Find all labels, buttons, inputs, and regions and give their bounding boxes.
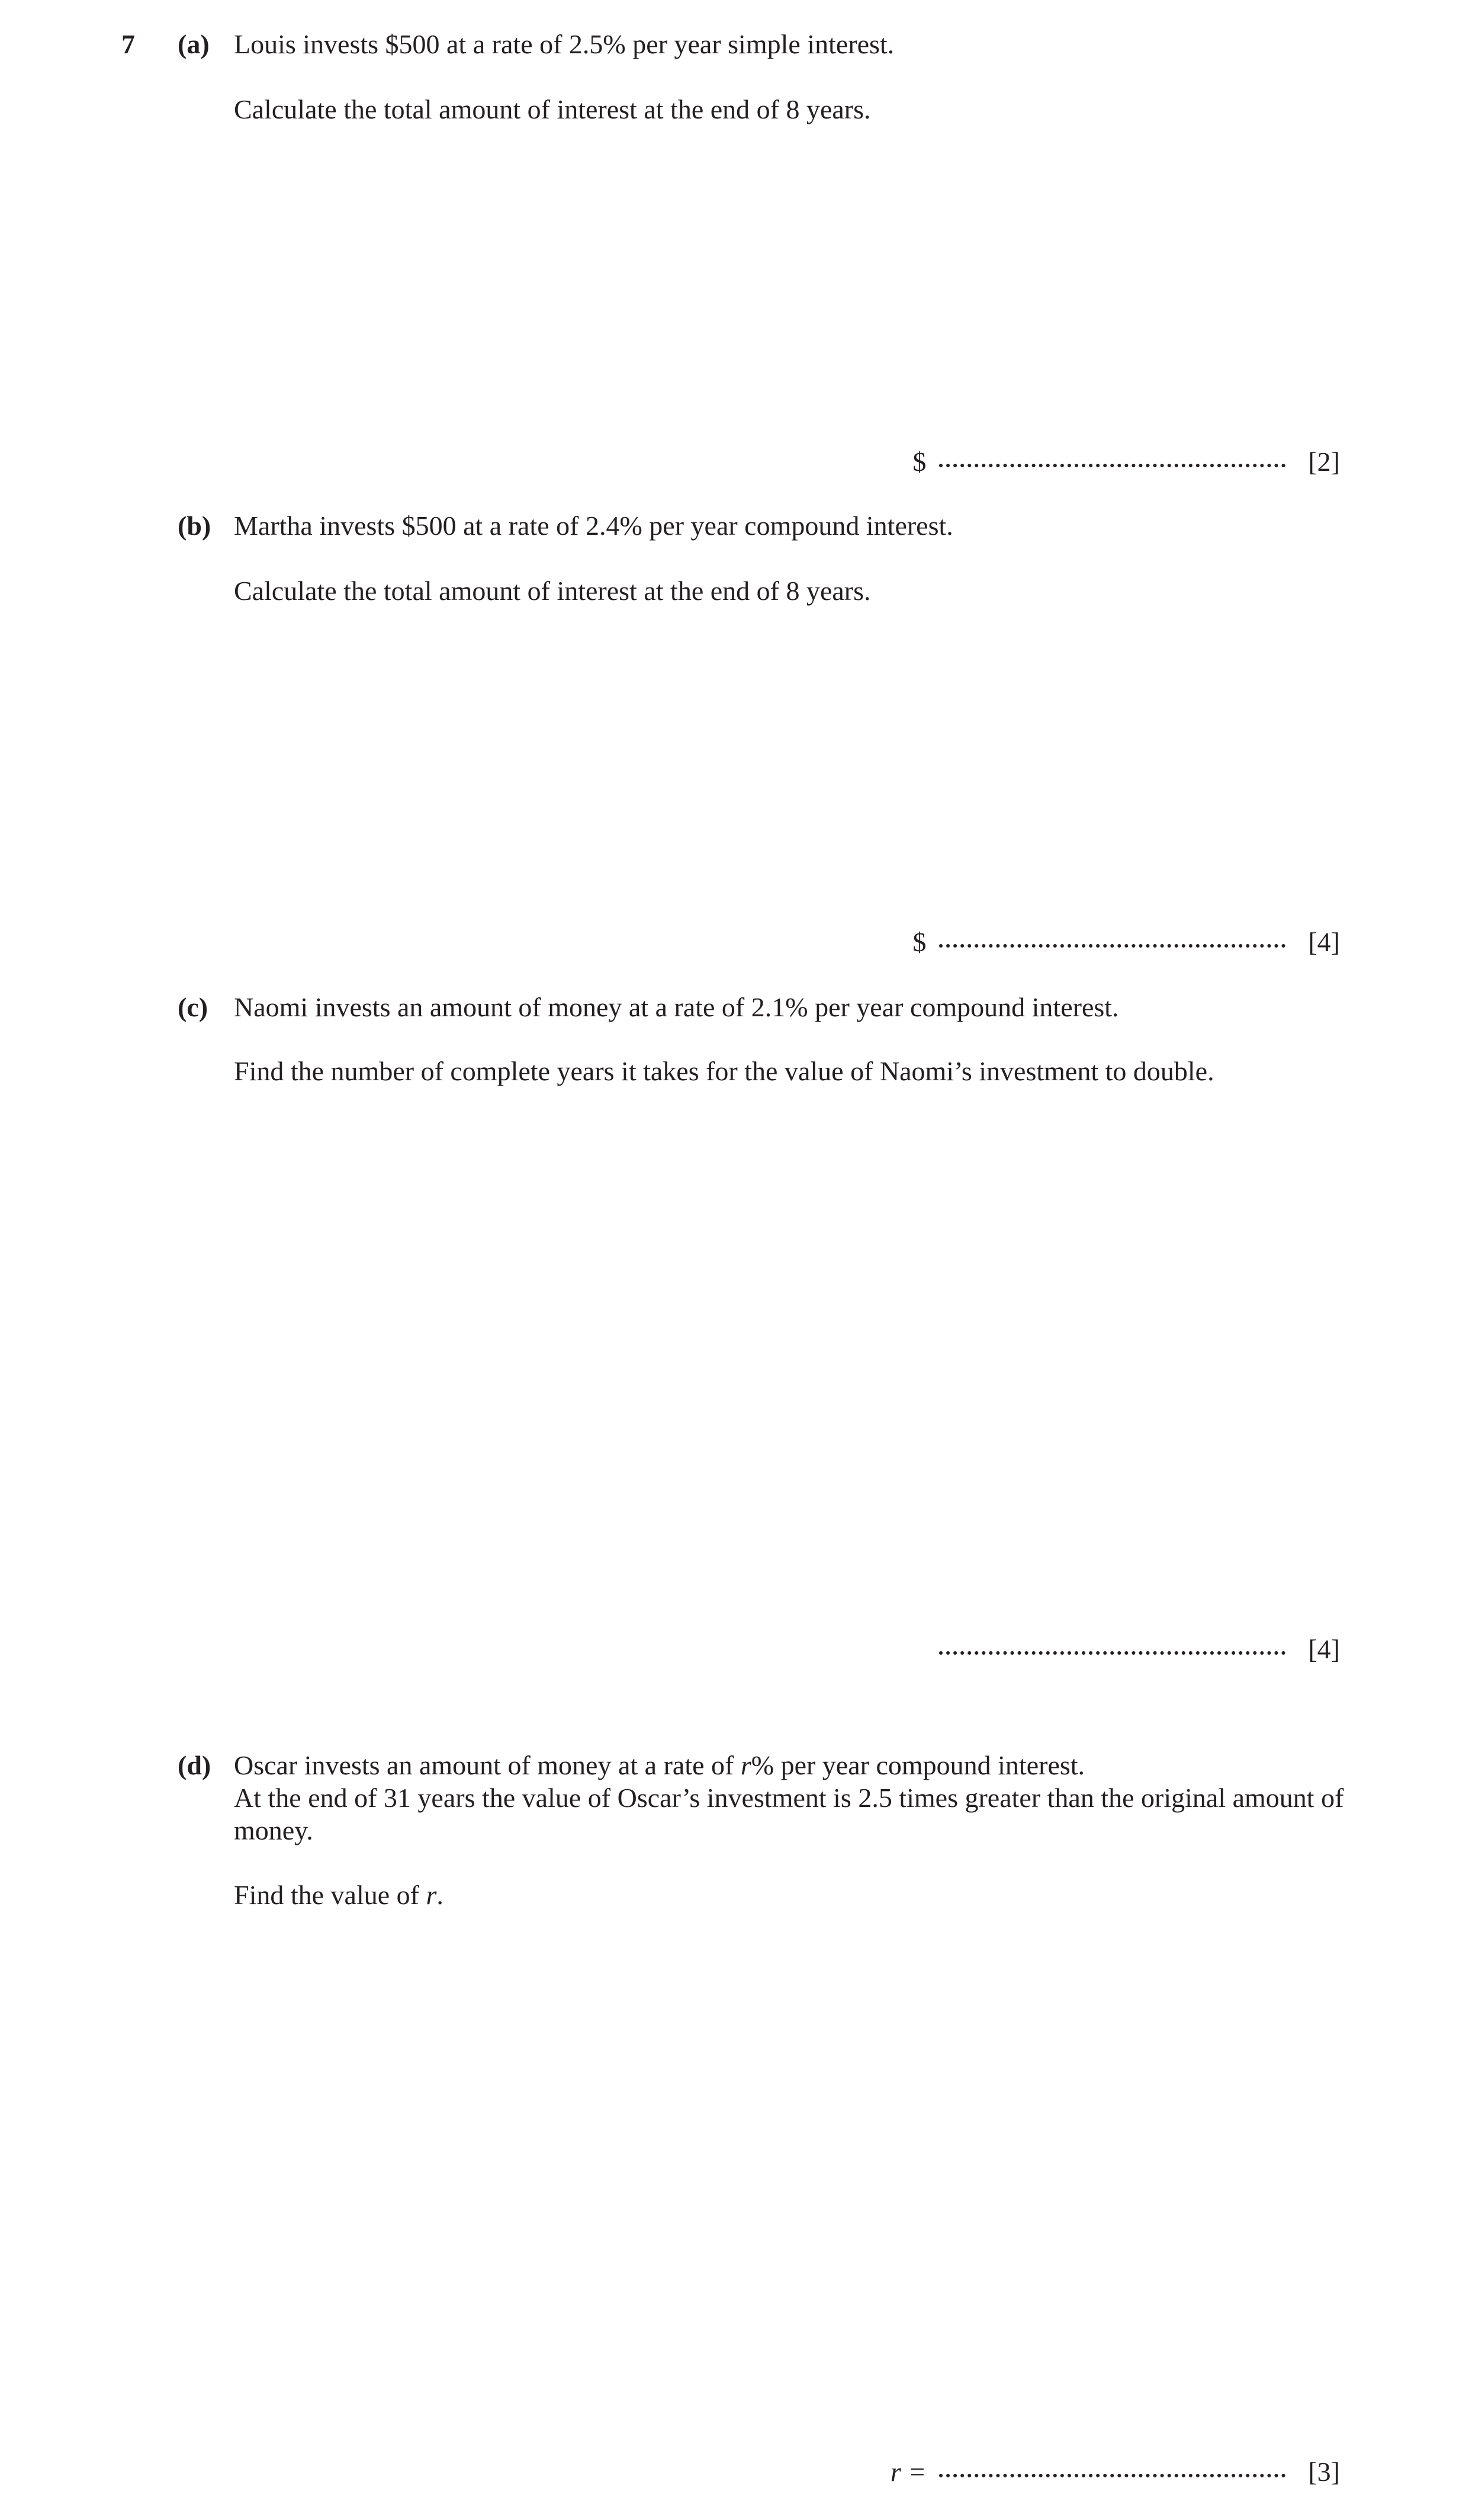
part-a-answer-line[interactable] [912, 445, 1340, 478]
part-b-marks: [4] [1308, 927, 1340, 957]
part-c-answer-field[interactable] [939, 1648, 1285, 1655]
part-d-answer-prefix: r = [890, 2457, 927, 2487]
part-d-marks: [3] [1308, 2457, 1340, 2487]
part-a-statement: Louis invests $500 at a rate of 2.5% per year simple interest. [234, 29, 895, 59]
part-c-marks: [4] [1308, 1634, 1340, 1664]
part-d-statement-end: % per year compound interest. [751, 1750, 1085, 1780]
part-d-condition: At the end of 31 years the value of Oscar’s investment is 2.5 times greater than the original amount of money. [234, 1783, 1344, 1845]
part-d-instruction [234, 1879, 443, 1911]
part-b-answer-prefix: $ [912, 927, 927, 957]
part-d-instruction-start: Find the value of [234, 1880, 426, 1910]
part-d-answer-line[interactable] [891, 2455, 1340, 2488]
part-a-instruction: Calculate the total amount of interest at the end of 8 years. [234, 94, 871, 124]
part-c-instruction: Find the number of complete years it takes for the value of Naomi’s investment to double. [234, 1056, 1214, 1086]
part-b-answer-line[interactable] [912, 926, 1340, 958]
part-a-label: (a) [178, 29, 210, 59]
part-c-label: (c) [178, 992, 208, 1022]
part-d-statement [234, 1749, 1085, 1781]
part-c-statement: Naomi invests an amount of money at a rate of 2.1% per year compound interest. [234, 992, 1119, 1022]
part-d-instruction-end: . [436, 1880, 443, 1910]
part-d-variable-r: r [740, 1750, 751, 1780]
part-a-answer-field[interactable] [939, 460, 1285, 467]
part-b-label: (b) [178, 511, 211, 541]
part-a-marks: [2] [1308, 447, 1340, 477]
part-b-answer-field[interactable] [939, 940, 1285, 948]
part-b-statement: Martha invests $500 at a rate of 2.4% per year compound interest. [234, 511, 953, 541]
part-d-statement-start: Oscar invests an amount of money at a rate of [234, 1750, 741, 1780]
part-d-answer-field[interactable] [939, 2470, 1285, 2477]
part-b-instruction: Calculate the total amount of interest at the end of 8 years. [234, 576, 871, 606]
part-a-answer-prefix: $ [912, 447, 927, 477]
part-d-instruction-variable: r [426, 1880, 437, 1910]
part-d-label: (d) [178, 1750, 211, 1780]
part-c-answer-line[interactable] [939, 1633, 1340, 1665]
question-number: 7 [121, 29, 135, 59]
